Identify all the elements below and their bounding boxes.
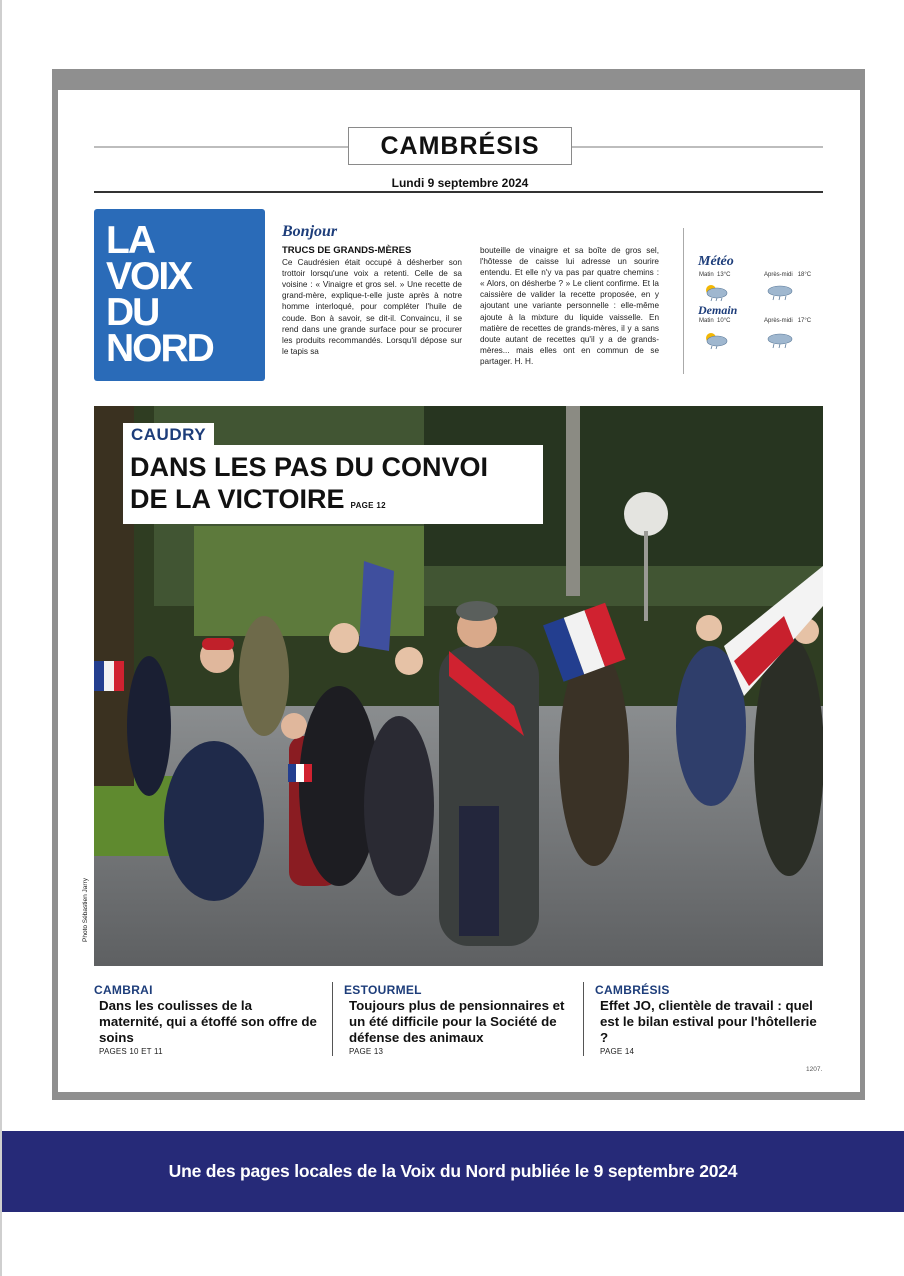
- logo-line-3: DU: [106, 291, 159, 334]
- teaser-kicker: ESTOURMEL: [344, 983, 422, 997]
- caption-text: Une des pages locales de la Voix du Nord publiée le 9 septembre 2024: [168, 1161, 738, 1181]
- header-rule-left: [94, 146, 348, 148]
- lead-headline-line-1: DANS LES PAS DU CONVOI: [130, 452, 489, 482]
- lead-kicker: CAUDRY: [123, 423, 214, 447]
- page-number: 1207.: [806, 1066, 823, 1073]
- caption-banner: [2, 1131, 904, 1212]
- bonjour-text-1: Ce Caudrésien était occupé à désherber son trottoir lorsqu'une voix a retenti. Celle de sa voisine : « Vinaigre et gros sel. » Une recette de grand-mère, explique-t-elle juste après à notre homme interloqué, pour compléter l'huile de coude. Bon à savoir, se dit-il. Convaincu, il se rend dans une grande surface pour se procurer les produits recommandés. Lorsqu'il dépose sur le tapis sa: [282, 258, 462, 356]
- tomorrow-afternoon-label: Après-midi 17°C: [764, 318, 812, 324]
- logo-line-1: LA: [106, 219, 154, 262]
- bonjour-column-2: [480, 245, 659, 367]
- logo-wordmark: [106, 219, 213, 370]
- newspaper-logo: [94, 209, 265, 381]
- teaser-pages: PAGES 10 ET 11: [99, 1047, 163, 1056]
- demain-title: Demain: [698, 303, 738, 317]
- date-rule: [94, 191, 823, 193]
- bonjour-kicker: TRUCS DE GRANDS-MÈRES: [282, 245, 412, 256]
- teaser-cambrai[interactable]: [94, 983, 319, 1056]
- lead-page-ref: PAGE 12: [350, 501, 386, 510]
- teaser-cambresis[interactable]: [595, 983, 820, 1056]
- photo-credit: Photo Sébastien Jarry: [82, 878, 89, 942]
- tomorrow-morning-label: Matin 10°C: [699, 318, 731, 324]
- bonjour-title: Bonjour: [282, 223, 338, 240]
- teaser-kicker: CAMBRÉSIS: [595, 983, 670, 997]
- teaser-divider: [332, 982, 333, 1056]
- lead-headline: [130, 451, 488, 522]
- meteo-title: Météo: [698, 254, 734, 269]
- meteo-divider: [683, 228, 684, 374]
- today-morning-label: Matin 13°C: [699, 272, 731, 278]
- teaser-divider: [583, 982, 584, 1056]
- logo-line-2: VOIX: [106, 255, 192, 298]
- header-rule-right: [572, 146, 823, 148]
- partly-sunny-rain-icon: [699, 329, 733, 351]
- bonjour-column-1: [282, 245, 462, 357]
- teaser-estourmel[interactable]: [344, 983, 569, 1056]
- teaser-title: Toujours plus de pensionnaires et un été difficile pour la Société de défense des animaux: [349, 998, 565, 1045]
- teaser-pages: PAGE 14: [600, 1047, 635, 1056]
- left-edge-rule: [0, 0, 2, 1276]
- lead-headline-line-2: DE LA VICTOIRE: [130, 484, 345, 514]
- issue-date: Lundi 9 septembre 2024: [391, 176, 529, 190]
- rain-cloud-icon: [764, 281, 798, 303]
- today-afternoon-label: Après-midi 18°C: [764, 272, 812, 278]
- logo-line-4: NORD: [106, 327, 213, 370]
- section-title: CAMBRÉSIS: [348, 127, 572, 165]
- partly-sunny-rain-icon: [699, 281, 733, 303]
- teaser-title: Effet JO, clientèle de travail : quel est le bilan estival pour l'hôtellerie ?: [600, 998, 817, 1045]
- teaser-kicker: CAMBRAI: [94, 983, 153, 997]
- rain-cloud-icon: [764, 329, 798, 351]
- teaser-title: Dans les coulisses de la maternité, qui a étoffé son offre de soins: [99, 998, 317, 1045]
- teaser-pages: PAGE 13: [349, 1047, 384, 1056]
- lead-headline-box[interactable]: [123, 445, 543, 524]
- bonjour-text-2: bouteille de vinaigre et sa boîte de gros sel, l'hôtesse de caisse lui adresse un sourire entendu. Et elle n'y va pas par quatre chemins : « Alors, on désherbe ? » Le client confirme. Et la caissière de valider la recette proposée, en y ajoutant une variante personnelle : elle-même ajoute à la mixture du liquide vaisselle. En matière de recettes de grands-mères, il y a sans doute autant de recettes qu'il y a de grands-mères... mais elles ont en commun de se partager. H. H.: [480, 246, 659, 366]
